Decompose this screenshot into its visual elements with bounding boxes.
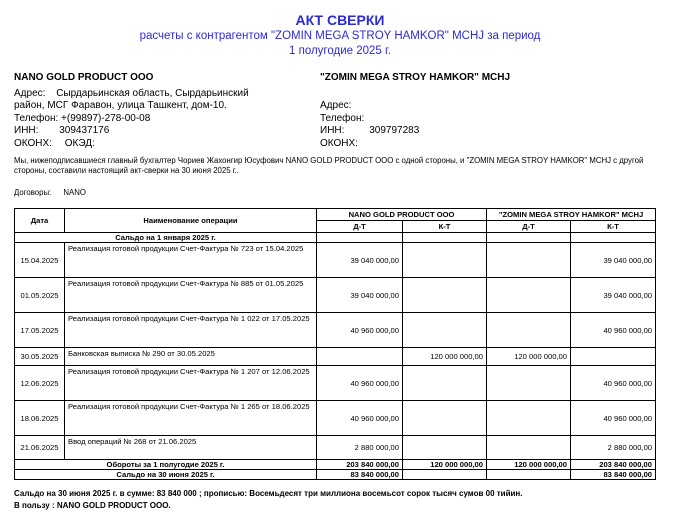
row-description: Реализация готовой продукции Счет-Фактура № 723 от 15.04.2025 — [65, 243, 317, 278]
row-right-debit — [487, 436, 571, 460]
right-party-phone: Телефон: — [320, 112, 365, 124]
row-description: Реализация готовой продукции Счет-Фактура № 885 от 01.05.2025 — [65, 278, 317, 313]
table-row — [15, 401, 656, 436]
row-description: Банковская выписка № 290 от 30.05.2025 — [65, 348, 317, 366]
left-party-inn-label: ИНН: — [14, 125, 39, 136]
row-right-debit — [487, 313, 571, 348]
row-left-debit: 40 960 000,00 — [317, 401, 403, 436]
left-party-address-row — [14, 88, 314, 101]
row-right-credit: 40 960 000,00 — [571, 366, 656, 401]
left-party-address-line2: район, МСГ Фаравон, улица Ташкент, дом-10. — [14, 100, 227, 111]
closing-right-credit: 83 840 000,00 — [571, 470, 656, 480]
row-right-credit: 39 040 000,00 — [571, 278, 656, 313]
right-party-inn-label: ИНН: — [320, 125, 345, 136]
right-party-okonh: ОКОНХ: — [320, 137, 358, 149]
row-right-credit: 40 960 000,00 — [571, 313, 656, 348]
row-left-credit — [403, 366, 487, 401]
row-description: Реализация готовой продукции Счет-Фактура № 1 265 от 18.06.2025 — [65, 401, 317, 436]
left-party-block — [14, 72, 314, 150]
right-party-name: "ZOMIN MEGA STROY HAMKOR" MCHJ — [320, 72, 511, 83]
contracts-line — [14, 188, 86, 197]
row-right-credit: 2 880 000,00 — [571, 436, 656, 460]
document-period: 1 полугодие 2025 г. — [289, 45, 391, 57]
document-title: АКТ СВЕРКИ — [295, 12, 385, 28]
turnover-right-credit: 203 840 000,00 — [571, 460, 656, 470]
header-right-credit: К-Т — [571, 221, 656, 233]
intro-paragraph: Мы, нижеподписавшиеся главный бухгалтер Чориев Жахонгир Юсуфович NANO GOLD PRODUCT OOO с одной стороны, и "ZOMIN MEGA STROY HAMKOR" MCHJ с другой стороны, составили настоящий акт-сверки на 30 июня 2025 г.. — [14, 156, 644, 175]
closing-balance-label: Сальдо на 30 июня 2025 г. — [15, 470, 317, 480]
row-left-debit — [317, 348, 403, 366]
row-left-credit: 120 000 000,00 — [403, 348, 487, 366]
table-row — [15, 243, 656, 278]
row-right-debit — [487, 243, 571, 278]
turnover-left-credit: 120 000 000,00 — [403, 460, 487, 470]
left-party-okonh: ОКОНХ: — [14, 137, 52, 149]
row-left-credit — [403, 278, 487, 313]
table-row — [15, 436, 656, 460]
reconciliation-table — [14, 208, 656, 480]
right-party-block — [320, 72, 620, 150]
opening-balance-label: Сальдо на 1 января 2025 г. — [15, 233, 317, 243]
turnover-right-debit: 120 000 000,00 — [487, 460, 571, 470]
row-date: 01.05.2025 — [15, 278, 65, 313]
row-left-debit: 39 040 000,00 — [317, 243, 403, 278]
row-left-debit: 2 880 000,00 — [317, 436, 403, 460]
row-date: 17.05.2025 — [15, 313, 65, 348]
row-date: 30.05.2025 — [15, 348, 65, 366]
left-party-inn: 309437176 — [59, 125, 110, 136]
footer-in-favor-text: В пользу : NANO GOLD PRODUCT OOO. — [14, 501, 171, 510]
header-description: Наименование операции — [65, 209, 317, 233]
row-right-credit — [571, 348, 656, 366]
table-row — [15, 366, 656, 401]
turnover-label: Обороты за 1 полугодие 2025 г. — [15, 460, 317, 470]
header-left-debit: Д-Т — [317, 221, 403, 233]
right-party-inn-row — [320, 125, 620, 138]
row-description: Ввод операций № 268 от 21.06.2025 — [65, 436, 317, 460]
row-right-credit: 40 960 000,00 — [571, 401, 656, 436]
row-left-debit: 40 960 000,00 — [317, 366, 403, 401]
turnover-left-debit: 203 840 000,00 — [317, 460, 403, 470]
document-subtitle: расчеты с контрагентом "ZOMIN MEGA STROY HAMKOR" MCHJ за период — [139, 30, 541, 42]
left-party-phone: Телефон: +(99897)-278-00-08 — [14, 112, 151, 124]
right-party-address: Адрес: — [320, 100, 352, 111]
row-date: 12.06.2025 — [15, 366, 65, 401]
row-description: Реализация готовой продукции Счет-Фактура № 1 207 от 12.06.2025 — [65, 366, 317, 401]
left-party-name: NANO GOLD PRODUCT OOO — [14, 72, 154, 83]
header-right-debit: Д-Т — [487, 221, 571, 233]
row-right-debit: 120 000 000,00 — [487, 348, 571, 366]
table-row — [15, 313, 656, 348]
closing-balance-row — [15, 470, 656, 480]
row-right-credit: 39 040 000,00 — [571, 243, 656, 278]
header-right-party: "ZOMIN MEGA STROY HAMKOR" MCHJ — [487, 209, 656, 221]
left-party-inn-row — [14, 125, 314, 138]
row-left-credit — [403, 243, 487, 278]
left-party-address-label: Адрес: — [14, 87, 46, 99]
turnover-row — [15, 460, 656, 470]
contracts-label: Договоры: — [14, 188, 52, 197]
left-party-okzd: ОКЭД: — [64, 137, 95, 149]
row-left-credit — [403, 401, 487, 436]
closing-left-debit: 83 840 000,00 — [317, 470, 403, 480]
row-right-debit — [487, 366, 571, 401]
contracts-value: NANO — [63, 188, 86, 197]
row-description: Реализация готовой продукции Счет-Фактура № 1 022 от 17.05.2025 — [65, 313, 317, 348]
footer-balance-text: Сальдо на 30 июня 2025 г. в сумме: 83 840 000 ; прописью: Восемьдесят три миллиона восемьсот сорок тысяч сумов 00 тийин. — [14, 489, 523, 498]
header-date: Дата — [15, 209, 65, 233]
left-party-address-line1: Сырдарьинская область, Сырдарьинский — [56, 87, 249, 99]
header-left-credit: К-Т — [403, 221, 487, 233]
row-right-debit — [487, 401, 571, 436]
row-left-credit — [403, 313, 487, 348]
row-date: 18.06.2025 — [15, 401, 65, 436]
header-left-party: NANO GOLD PRODUCT OOO — [317, 209, 487, 221]
row-right-debit — [487, 278, 571, 313]
left-party-codes-row — [14, 138, 314, 151]
row-left-debit: 40 960 000,00 — [317, 313, 403, 348]
table-row — [15, 348, 656, 366]
row-date: 21.06.2025 — [15, 436, 65, 460]
row-date: 15.04.2025 — [15, 243, 65, 278]
right-party-inn: 309797283 — [369, 125, 420, 136]
row-left-debit: 39 040 000,00 — [317, 278, 403, 313]
table-row — [15, 278, 656, 313]
row-left-credit — [403, 436, 487, 460]
